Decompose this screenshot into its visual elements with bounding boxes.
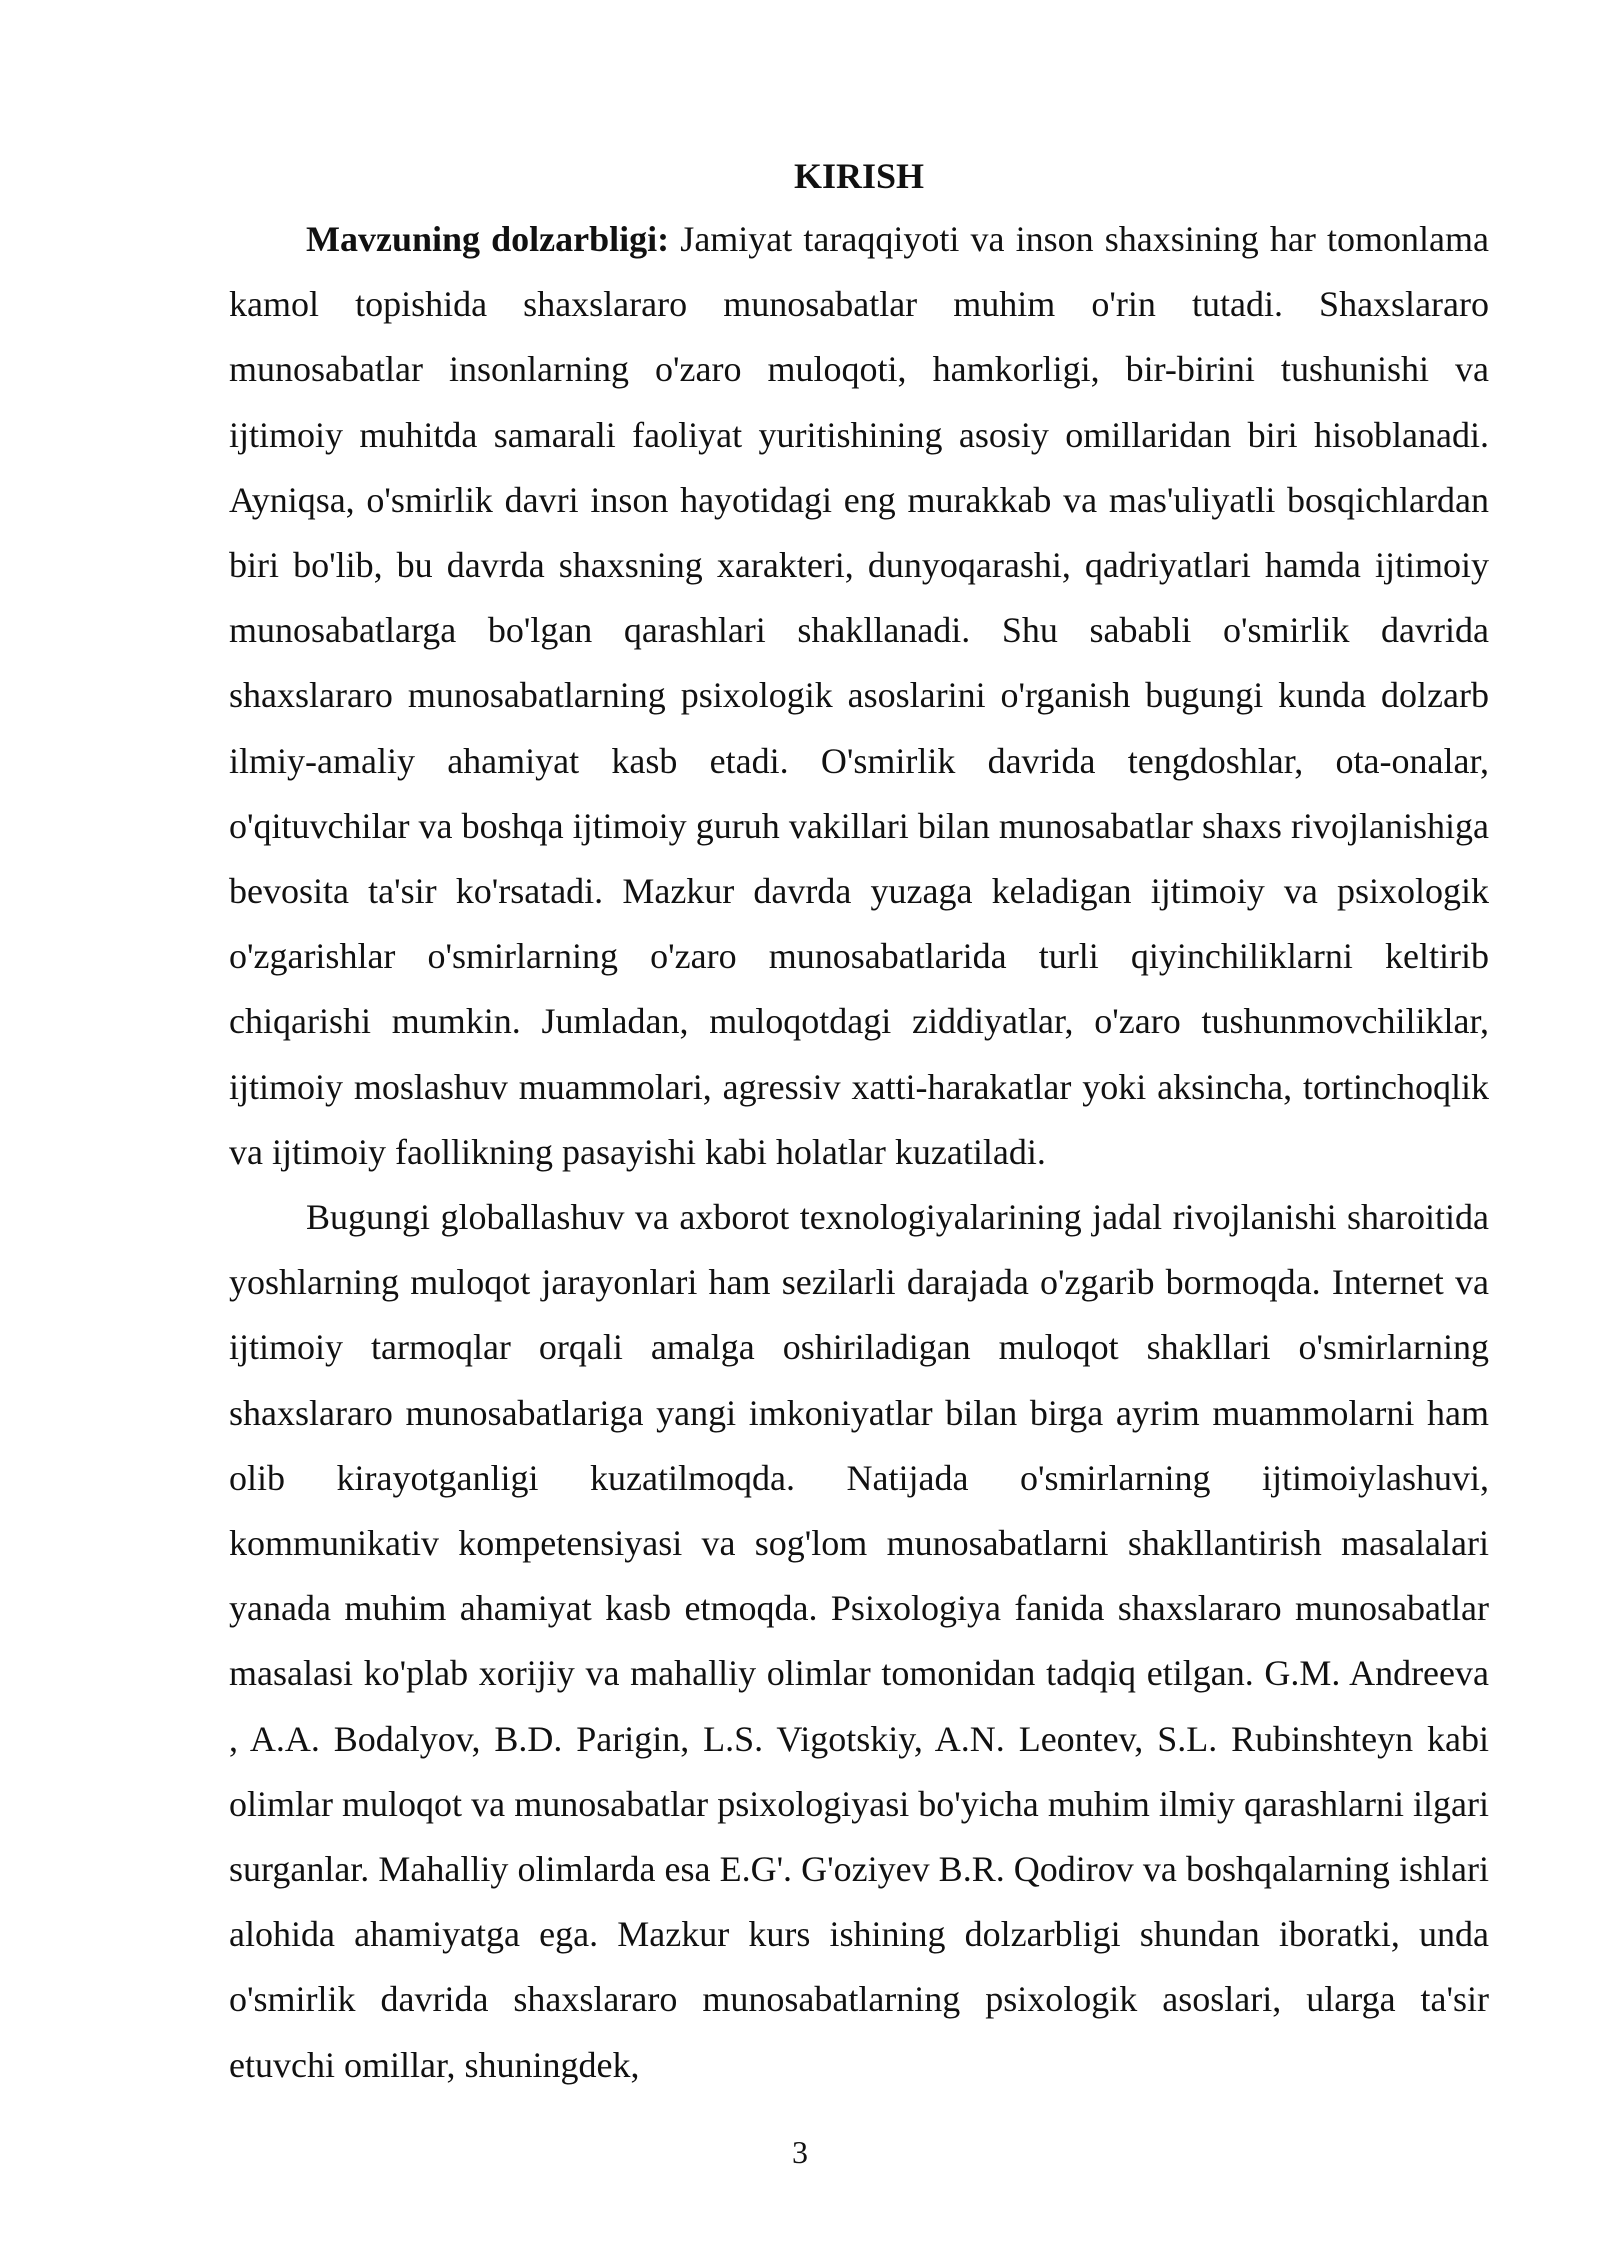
- paragraph-globalization: Bugungi globallashuv va axborot texnologiyalarining jadal rivojlanishi sharoitida yoshlarning muloqot jarayonlari ham sezilarli darajada o'zgarib bormoqda. Internet va ijtimoiy tarmoqlar orqali amalga oshiriladigan muloqot shakllari o'smirlarning shaxslararo munosabatlariga yangi imkoniyatlar bilan birga ayrim muammolarni ham olib kirayotganligi kuzatilmoqda. Natijada o'smirlarning ijtimoiylashuvi, kommunikativ kompetensiyasi va sog'lom munosabatlarni shakllantirish masalalari yanada muhim ahamiyat kasb etmoqda. Psixologiya fanida shaxslararo munosabatlar masalasi ko'plab xorijiy va mahalliy olimlar tomonidan tadqiq etilgan. G.M. Andreeva , A.A. Bodalyov, B.D. Parigin, L.S. Vigotskiy, A.N. Leontev, S.L. Rubinshteyn kabi olimlar muloqot va munosabatlar psixologiyasi bo'yicha muhim ilmiy qarashlarni ilgari surganlar. Mahalliy olimlarda esa E.G'. G'oziyev B.R. Qodirov va boshqalarning ishlari alohida ahamiyatga ega. Mazkur kurs ishining dolzarbligi shundan iboratki, unda o'smirlik davrida shaxslararo munosabatlarning psixologik asoslari, ularga ta'sir etuvchi omillar, shuningdek,: [229, 1197, 1489, 2085]
- paragraph-lead-label: Mavzuning dolzarbligi:: [306, 219, 670, 259]
- page-number: 3: [792, 2134, 808, 2170]
- section-heading: KIRISH: [793, 156, 925, 196]
- paragraph-relevance: [229, 207, 1489, 1185]
- paragraph-relevance-text: Jamiyat taraqqiyoti va inson shaxsining har tomonlama kamol topishida shaxslararo munosabatlar muhim o'rin tutadi. Shaxslararo munosabatlar insonlarning o'zaro muloqoti, hamkorligi, bir-birini tushunishi va ijtimoiy muhitda samarali faoliyat yuritishining asosiy omillaridan biri hisoblanadi. Ayniqsa, o'smirlik davri inson hayotidagi eng murakkab va mas'uliyatli bosqichlardan biri bo'lib, bu davrda shaxsning xarakteri, dunyoqarashi, qadriyatlari hamda ijtimoiy munosabatlarga bo'lgan qarashlari shakllanadi. Shu sababli o'smirlik davrida shaxslararo munosabatlarning psixologik asoslarini o'rganish bugungi kunda dolzarb ilmiy-amaliy ahamiyat kasb etadi. O'smirlik davrida tengdoshlar, ota-onalar, o'qituvchilar va boshqa ijtimoiy guruh vakillari bilan munosabatlar shaxs rivojlanishiga bevosita ta'sir ko'rsatadi. Mazkur davrda yuzaga keladigan ijtimoiy va psixologik o'zgarishlar o'smirlarning o'zaro munosabatlarida turli qiyinchiliklarni keltirib chiqarishi mumkin. Jumladan, muloqotdagi ziddiyatlar, o'zaro tushunmovchiliklar, ijtimoiy moslashuv muammolari, agressiv xatti-harakatlar yoki aksincha, tortinchoqlik va ijtimoiy faollikning pasayishi kabi holatlar kuzatiladi.: [229, 219, 1489, 1172]
- page-content: [229, 145, 1489, 2098]
